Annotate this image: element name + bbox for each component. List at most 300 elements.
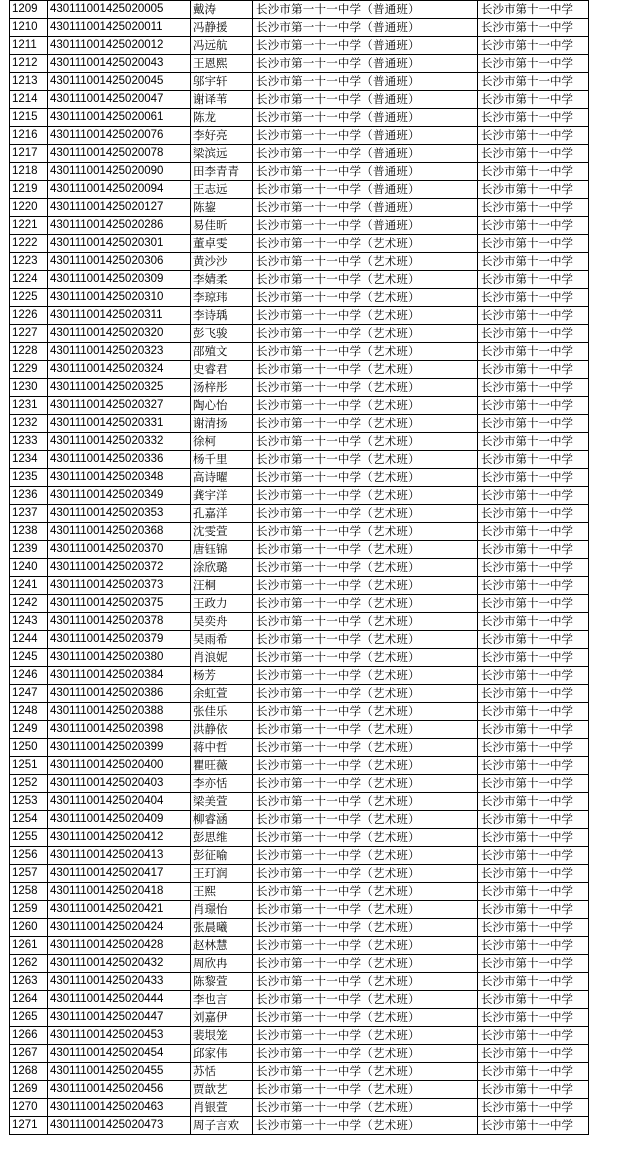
row-number-cell: 1216 (10, 127, 48, 145)
table-row (10, 397, 589, 415)
row-number-cell: 1261 (10, 937, 48, 955)
admitted-school-cell: 长沙市第一十一中学（艺术班） (253, 955, 478, 973)
graduation-school-cell: 长沙市第十一中学 (478, 127, 589, 145)
candidate-id-cell: 430111001425020424 (48, 919, 191, 937)
student-name-cell: 苏恬 (191, 1063, 253, 1081)
candidate-id-cell: 430111001425020061 (48, 109, 191, 127)
candidate-id-cell: 430111001425020011 (48, 19, 191, 37)
table-row (10, 1027, 589, 1045)
graduation-school-cell: 长沙市第十一中学 (478, 811, 589, 829)
graduation-school-cell: 长沙市第十一中学 (478, 523, 589, 541)
row-number-cell: 1232 (10, 415, 48, 433)
admitted-school-cell: 长沙市第一十一中学（艺术班） (253, 271, 478, 289)
student-name-cell: 梁滨远 (191, 145, 253, 163)
row-number-cell: 1240 (10, 559, 48, 577)
student-name-cell: 谢清扬 (191, 415, 253, 433)
candidate-id-cell: 430111001425020323 (48, 343, 191, 361)
graduation-school-cell: 长沙市第十一中学 (478, 109, 589, 127)
candidate-id-cell: 430111001425020349 (48, 487, 191, 505)
admitted-school-cell: 长沙市第一十一中学（艺术班） (253, 541, 478, 559)
row-number-cell: 1224 (10, 271, 48, 289)
candidate-id-cell: 430111001425020043 (48, 55, 191, 73)
student-name-cell: 冯远航 (191, 37, 253, 55)
graduation-school-cell: 长沙市第十一中学 (478, 703, 589, 721)
table-row (10, 55, 589, 73)
student-name-cell: 徐柯 (191, 433, 253, 451)
graduation-school-cell: 长沙市第十一中学 (478, 505, 589, 523)
candidate-id-cell: 430111001425020380 (48, 649, 191, 667)
graduation-school-cell: 长沙市第十一中学 (478, 595, 589, 613)
candidate-id-cell: 430111001425020327 (48, 397, 191, 415)
row-number-cell: 1214 (10, 91, 48, 109)
graduation-school-cell: 长沙市第十一中学 (478, 613, 589, 631)
graduation-school-cell: 长沙市第十一中学 (478, 1, 589, 19)
student-name-cell: 沈雯萱 (191, 523, 253, 541)
candidate-id-cell: 430111001425020463 (48, 1099, 191, 1117)
admitted-school-cell: 长沙市第一十一中学（艺术班） (253, 1099, 478, 1117)
graduation-school-cell: 长沙市第十一中学 (478, 1081, 589, 1099)
row-number-cell: 1252 (10, 775, 48, 793)
student-name-cell: 贾歆艺 (191, 1081, 253, 1099)
graduation-school-cell: 长沙市第十一中学 (478, 433, 589, 451)
table-row (10, 937, 589, 955)
table-row (10, 865, 589, 883)
table-row (10, 451, 589, 469)
student-name-cell: 肖银萱 (191, 1099, 253, 1117)
candidate-id-cell: 430111001425020311 (48, 307, 191, 325)
candidate-id-cell: 430111001425020417 (48, 865, 191, 883)
table-row (10, 307, 589, 325)
row-number-cell: 1218 (10, 163, 48, 181)
student-name-cell: 汤梓彤 (191, 379, 253, 397)
table-row (10, 415, 589, 433)
graduation-school-cell: 长沙市第十一中学 (478, 1117, 589, 1135)
candidate-id-cell: 430111001425020336 (48, 451, 191, 469)
candidate-id-cell: 430111001425020078 (48, 145, 191, 163)
row-number-cell: 1227 (10, 325, 48, 343)
graduation-school-cell: 长沙市第十一中学 (478, 865, 589, 883)
student-name-cell: 唐钰锦 (191, 541, 253, 559)
row-number-cell: 1231 (10, 397, 48, 415)
admitted-school-cell: 长沙市第一十一中学（艺术班） (253, 991, 478, 1009)
candidate-id-cell: 430111001425020447 (48, 1009, 191, 1027)
row-number-cell: 1247 (10, 685, 48, 703)
row-number-cell: 1238 (10, 523, 48, 541)
student-name-cell: 李亦恬 (191, 775, 253, 793)
admission-table (9, 0, 589, 1135)
student-name-cell: 彭征喻 (191, 847, 253, 865)
graduation-school-cell: 长沙市第十一中学 (478, 667, 589, 685)
admitted-school-cell: 长沙市第一十一中学（艺术班） (253, 685, 478, 703)
admitted-school-cell: 长沙市第一十一中学（艺术班） (253, 973, 478, 991)
row-number-cell: 1256 (10, 847, 48, 865)
student-name-cell: 彭飞骏 (191, 325, 253, 343)
table-row (10, 361, 589, 379)
row-number-cell: 1236 (10, 487, 48, 505)
table-row (10, 37, 589, 55)
student-name-cell: 刘嘉伊 (191, 1009, 253, 1027)
candidate-id-cell: 430111001425020404 (48, 793, 191, 811)
candidate-id-cell: 430111001425020403 (48, 775, 191, 793)
graduation-school-cell: 长沙市第十一中学 (478, 235, 589, 253)
admitted-school-cell: 长沙市第一十一中学（艺术班） (253, 595, 478, 613)
admitted-school-cell: 长沙市第一十一中学（艺术班） (253, 433, 478, 451)
table-row (10, 883, 589, 901)
admitted-school-cell: 长沙市第一十一中学（普通班） (253, 109, 478, 127)
admitted-school-cell: 长沙市第一十一中学（艺术班） (253, 505, 478, 523)
row-number-cell: 1233 (10, 433, 48, 451)
student-name-cell: 杨千里 (191, 451, 253, 469)
admitted-school-cell: 长沙市第一十一中学（艺术班） (253, 937, 478, 955)
admitted-school-cell: 长沙市第一十一中学（艺术班） (253, 415, 478, 433)
student-name-cell: 李琼玮 (191, 289, 253, 307)
candidate-id-cell: 430111001425020455 (48, 1063, 191, 1081)
graduation-school-cell: 长沙市第十一中学 (478, 487, 589, 505)
table-row (10, 829, 589, 847)
admitted-school-cell: 长沙市第一十一中学（艺术班） (253, 451, 478, 469)
table-row (10, 901, 589, 919)
candidate-id-cell: 430111001425020353 (48, 505, 191, 523)
graduation-school-cell: 长沙市第十一中学 (478, 631, 589, 649)
candidate-id-cell: 430111001425020076 (48, 127, 191, 145)
graduation-school-cell: 长沙市第十一中学 (478, 739, 589, 757)
row-number-cell: 1253 (10, 793, 48, 811)
admitted-school-cell: 长沙市第一十一中学（艺术班） (253, 649, 478, 667)
graduation-school-cell: 长沙市第十一中学 (478, 919, 589, 937)
admitted-school-cell: 长沙市第一十一中学（艺术班） (253, 307, 478, 325)
graduation-school-cell: 长沙市第十一中学 (478, 685, 589, 703)
row-number-cell: 1221 (10, 217, 48, 235)
candidate-id-cell: 430111001425020400 (48, 757, 191, 775)
candidate-id-cell: 430111001425020372 (48, 559, 191, 577)
student-name-cell: 龚宇洋 (191, 487, 253, 505)
candidate-id-cell: 430111001425020370 (48, 541, 191, 559)
student-name-cell: 赵林慧 (191, 937, 253, 955)
student-name-cell: 瞿旺薇 (191, 757, 253, 775)
table-row (10, 811, 589, 829)
table-row (10, 469, 589, 487)
candidate-id-cell: 430111001425020453 (48, 1027, 191, 1045)
admitted-school-cell: 长沙市第一十一中学（艺术班） (253, 325, 478, 343)
student-name-cell: 陈黎萱 (191, 973, 253, 991)
candidate-id-cell: 430111001425020386 (48, 685, 191, 703)
candidate-id-cell: 430111001425020388 (48, 703, 191, 721)
table-row (10, 757, 589, 775)
admitted-school-cell: 长沙市第一十一中学（艺术班） (253, 901, 478, 919)
row-number-cell: 1260 (10, 919, 48, 937)
candidate-id-cell: 430111001425020012 (48, 37, 191, 55)
admitted-school-cell: 长沙市第一十一中学（普通班） (253, 127, 478, 145)
admitted-school-cell: 长沙市第一十一中学（艺术班） (253, 613, 478, 631)
row-number-cell: 1263 (10, 973, 48, 991)
graduation-school-cell: 长沙市第十一中学 (478, 1099, 589, 1117)
row-number-cell: 1235 (10, 469, 48, 487)
candidate-id-cell: 430111001425020384 (48, 667, 191, 685)
table-row (10, 1009, 589, 1027)
admitted-school-cell: 长沙市第一十一中学（艺术班） (253, 811, 478, 829)
student-name-cell: 高诗曜 (191, 469, 253, 487)
student-name-cell: 邵殖文 (191, 343, 253, 361)
row-number-cell: 1219 (10, 181, 48, 199)
admitted-school-cell: 长沙市第一十一中学（艺术班） (253, 235, 478, 253)
row-number-cell: 1215 (10, 109, 48, 127)
graduation-school-cell: 长沙市第十一中学 (478, 451, 589, 469)
admitted-school-cell: 长沙市第一十一中学（艺术班） (253, 559, 478, 577)
graduation-school-cell: 长沙市第十一中学 (478, 1045, 589, 1063)
graduation-school-cell: 长沙市第十一中学 (478, 91, 589, 109)
admitted-school-cell: 长沙市第一十一中学（艺术班） (253, 1027, 478, 1045)
student-name-cell: 董卓雯 (191, 235, 253, 253)
table-row (10, 145, 589, 163)
admitted-school-cell: 长沙市第一十一中学（艺术班） (253, 379, 478, 397)
candidate-id-cell: 430111001425020375 (48, 595, 191, 613)
student-name-cell: 肖璟怡 (191, 901, 253, 919)
graduation-school-cell: 长沙市第十一中学 (478, 721, 589, 739)
row-number-cell: 1210 (10, 19, 48, 37)
graduation-school-cell: 长沙市第十一中学 (478, 559, 589, 577)
candidate-id-cell: 430111001425020348 (48, 469, 191, 487)
graduation-school-cell: 长沙市第十一中学 (478, 217, 589, 235)
graduation-school-cell: 长沙市第十一中学 (478, 991, 589, 1009)
candidate-id-cell: 430111001425020378 (48, 613, 191, 631)
admitted-school-cell: 长沙市第一十一中学（艺术班） (253, 577, 478, 595)
student-name-cell: 张佳乐 (191, 703, 253, 721)
admitted-school-cell: 长沙市第一十一中学（艺术班） (253, 289, 478, 307)
table-row (10, 235, 589, 253)
table-row (10, 667, 589, 685)
student-name-cell: 涂欣璐 (191, 559, 253, 577)
admitted-school-cell: 长沙市第一十一中学（普通班） (253, 145, 478, 163)
row-number-cell: 1234 (10, 451, 48, 469)
candidate-id-cell: 430111001425020373 (48, 577, 191, 595)
table-row (10, 19, 589, 37)
table-row (10, 1063, 589, 1081)
row-number-cell: 1255 (10, 829, 48, 847)
candidate-id-cell: 430111001425020473 (48, 1117, 191, 1135)
student-name-cell: 蒋中哲 (191, 739, 253, 757)
table-row (10, 685, 589, 703)
row-number-cell: 1213 (10, 73, 48, 91)
graduation-school-cell: 长沙市第十一中学 (478, 973, 589, 991)
row-number-cell: 1268 (10, 1063, 48, 1081)
candidate-id-cell: 430111001425020409 (48, 811, 191, 829)
graduation-school-cell: 长沙市第十一中学 (478, 55, 589, 73)
graduation-school-cell: 长沙市第十一中学 (478, 343, 589, 361)
row-number-cell: 1248 (10, 703, 48, 721)
row-number-cell: 1237 (10, 505, 48, 523)
admitted-school-cell: 长沙市第一十一中学（艺术班） (253, 919, 478, 937)
student-name-cell: 邬宇轩 (191, 73, 253, 91)
admitted-school-cell: 长沙市第一十一中学（普通班） (253, 1, 478, 19)
admitted-school-cell: 长沙市第一十一中学（艺术班） (253, 1081, 478, 1099)
row-number-cell: 1254 (10, 811, 48, 829)
admitted-school-cell: 长沙市第一十一中学（普通班） (253, 37, 478, 55)
candidate-id-cell: 430111001425020306 (48, 253, 191, 271)
candidate-id-cell: 430111001425020456 (48, 1081, 191, 1099)
student-name-cell: 陶心怡 (191, 397, 253, 415)
row-number-cell: 1230 (10, 379, 48, 397)
table-row (10, 559, 589, 577)
student-name-cell: 周子言欢 (191, 1117, 253, 1135)
row-number-cell: 1222 (10, 235, 48, 253)
row-number-cell: 1223 (10, 253, 48, 271)
graduation-school-cell: 长沙市第十一中学 (478, 163, 589, 181)
table-row (10, 703, 589, 721)
table-row (10, 163, 589, 181)
graduation-school-cell: 长沙市第十一中学 (478, 847, 589, 865)
table-row (10, 649, 589, 667)
student-name-cell: 黄沙沙 (191, 253, 253, 271)
table-row (10, 847, 589, 865)
table-row (10, 775, 589, 793)
table-row (10, 487, 589, 505)
row-number-cell: 1212 (10, 55, 48, 73)
table-row (10, 721, 589, 739)
row-number-cell: 1228 (10, 343, 48, 361)
row-number-cell: 1257 (10, 865, 48, 883)
graduation-school-cell: 长沙市第十一中学 (478, 325, 589, 343)
admitted-school-cell: 长沙市第一十一中学（普通班） (253, 163, 478, 181)
row-number-cell: 1217 (10, 145, 48, 163)
candidate-id-cell: 430111001425020005 (48, 1, 191, 19)
student-name-cell: 张晨曦 (191, 919, 253, 937)
admitted-school-cell: 长沙市第一十一中学（艺术班） (253, 793, 478, 811)
graduation-school-cell: 长沙市第十一中学 (478, 937, 589, 955)
student-name-cell: 冯静援 (191, 19, 253, 37)
candidate-id-cell: 430111001425020310 (48, 289, 191, 307)
graduation-school-cell: 长沙市第十一中学 (478, 271, 589, 289)
row-number-cell: 1211 (10, 37, 48, 55)
graduation-school-cell: 长沙市第十一中学 (478, 145, 589, 163)
admitted-school-cell: 长沙市第一十一中学（艺术班） (253, 721, 478, 739)
admitted-school-cell: 长沙市第一十一中学（艺术班） (253, 1045, 478, 1063)
table-row (10, 91, 589, 109)
candidate-id-cell: 430111001425020332 (48, 433, 191, 451)
student-name-cell: 彭思维 (191, 829, 253, 847)
student-name-cell: 余虹萱 (191, 685, 253, 703)
row-number-cell: 1251 (10, 757, 48, 775)
candidate-id-cell: 430111001425020428 (48, 937, 191, 955)
admitted-school-cell: 长沙市第一十一中学（艺术班） (253, 775, 478, 793)
admitted-school-cell: 长沙市第一十一中学（艺术班） (253, 253, 478, 271)
table-row (10, 1117, 589, 1135)
row-number-cell: 1271 (10, 1117, 48, 1135)
candidate-id-cell: 430111001425020379 (48, 631, 191, 649)
row-number-cell: 1243 (10, 613, 48, 631)
row-number-cell: 1264 (10, 991, 48, 1009)
table-row (10, 1045, 589, 1063)
row-number-cell: 1266 (10, 1027, 48, 1045)
graduation-school-cell: 长沙市第十一中学 (478, 1009, 589, 1027)
student-name-cell: 裴垠笼 (191, 1027, 253, 1045)
graduation-school-cell: 长沙市第十一中学 (478, 19, 589, 37)
student-name-cell: 陈鋆 (191, 199, 253, 217)
row-number-cell: 1265 (10, 1009, 48, 1027)
student-name-cell: 孔嘉洋 (191, 505, 253, 523)
admitted-school-cell: 长沙市第一十一中学（艺术班） (253, 829, 478, 847)
graduation-school-cell: 长沙市第十一中学 (478, 73, 589, 91)
admitted-school-cell: 长沙市第一十一中学（艺术班） (253, 631, 478, 649)
table-row (10, 541, 589, 559)
row-number-cell: 1244 (10, 631, 48, 649)
candidate-id-cell: 430111001425020413 (48, 847, 191, 865)
admitted-school-cell: 长沙市第一十一中学（普通班） (253, 55, 478, 73)
candidate-id-cell: 430111001425020045 (48, 73, 191, 91)
admitted-school-cell: 长沙市第一十一中学（艺术班） (253, 1063, 478, 1081)
row-number-cell: 1226 (10, 307, 48, 325)
graduation-school-cell: 长沙市第十一中学 (478, 181, 589, 199)
graduation-school-cell: 长沙市第十一中学 (478, 379, 589, 397)
graduation-school-cell: 长沙市第十一中学 (478, 469, 589, 487)
admission-table-body (10, 1, 589, 1135)
graduation-school-cell: 长沙市第十一中学 (478, 901, 589, 919)
row-number-cell: 1229 (10, 361, 48, 379)
student-name-cell: 陈龙 (191, 109, 253, 127)
graduation-school-cell: 长沙市第十一中学 (478, 793, 589, 811)
student-name-cell: 李也言 (191, 991, 253, 1009)
graduation-school-cell: 长沙市第十一中学 (478, 829, 589, 847)
graduation-school-cell: 长沙市第十一中学 (478, 199, 589, 217)
candidate-id-cell: 430111001425020432 (48, 955, 191, 973)
student-name-cell: 梁美萱 (191, 793, 253, 811)
graduation-school-cell: 长沙市第十一中学 (478, 883, 589, 901)
student-name-cell: 吴奕舟 (191, 613, 253, 631)
table-row (10, 199, 589, 217)
row-number-cell: 1220 (10, 199, 48, 217)
graduation-school-cell: 长沙市第十一中学 (478, 307, 589, 325)
table-row (10, 109, 589, 127)
table-row (10, 955, 589, 973)
table-row (10, 217, 589, 235)
table-row (10, 433, 589, 451)
candidate-id-cell: 430111001425020094 (48, 181, 191, 199)
graduation-school-cell: 长沙市第十一中学 (478, 1063, 589, 1081)
table-row (10, 127, 589, 145)
admitted-school-cell: 长沙市第一十一中学（艺术班） (253, 487, 478, 505)
table-row (10, 1081, 589, 1099)
student-name-cell: 杨芳 (191, 667, 253, 685)
candidate-id-cell: 430111001425020286 (48, 217, 191, 235)
admitted-school-cell: 长沙市第一十一中学（艺术班） (253, 469, 478, 487)
student-name-cell: 王志远 (191, 181, 253, 199)
candidate-id-cell: 430111001425020412 (48, 829, 191, 847)
candidate-id-cell: 430111001425020418 (48, 883, 191, 901)
admitted-school-cell: 长沙市第一十一中学（艺术班） (253, 523, 478, 541)
candidate-id-cell: 430111001425020127 (48, 199, 191, 217)
graduation-school-cell: 长沙市第十一中学 (478, 397, 589, 415)
admitted-school-cell: 长沙市第一十一中学（普通班） (253, 217, 478, 235)
student-name-cell: 邱家伟 (191, 1045, 253, 1063)
table-row (10, 991, 589, 1009)
table-row (10, 379, 589, 397)
table-row (10, 973, 589, 991)
table-row (10, 343, 589, 361)
candidate-id-cell: 430111001425020331 (48, 415, 191, 433)
admitted-school-cell: 长沙市第一十一中学（艺术班） (253, 343, 478, 361)
graduation-school-cell: 长沙市第十一中学 (478, 541, 589, 559)
table-row (10, 505, 589, 523)
candidate-id-cell: 430111001425020398 (48, 721, 191, 739)
admitted-school-cell: 长沙市第一十一中学（艺术班） (253, 757, 478, 775)
table-row (10, 631, 589, 649)
row-number-cell: 1259 (10, 901, 48, 919)
candidate-id-cell: 430111001425020399 (48, 739, 191, 757)
student-name-cell: 王熙 (191, 883, 253, 901)
candidate-id-cell: 430111001425020320 (48, 325, 191, 343)
candidate-id-cell: 430111001425020433 (48, 973, 191, 991)
admitted-school-cell: 长沙市第一十一中学（艺术班） (253, 865, 478, 883)
admitted-school-cell: 长沙市第一十一中学（普通班） (253, 181, 478, 199)
